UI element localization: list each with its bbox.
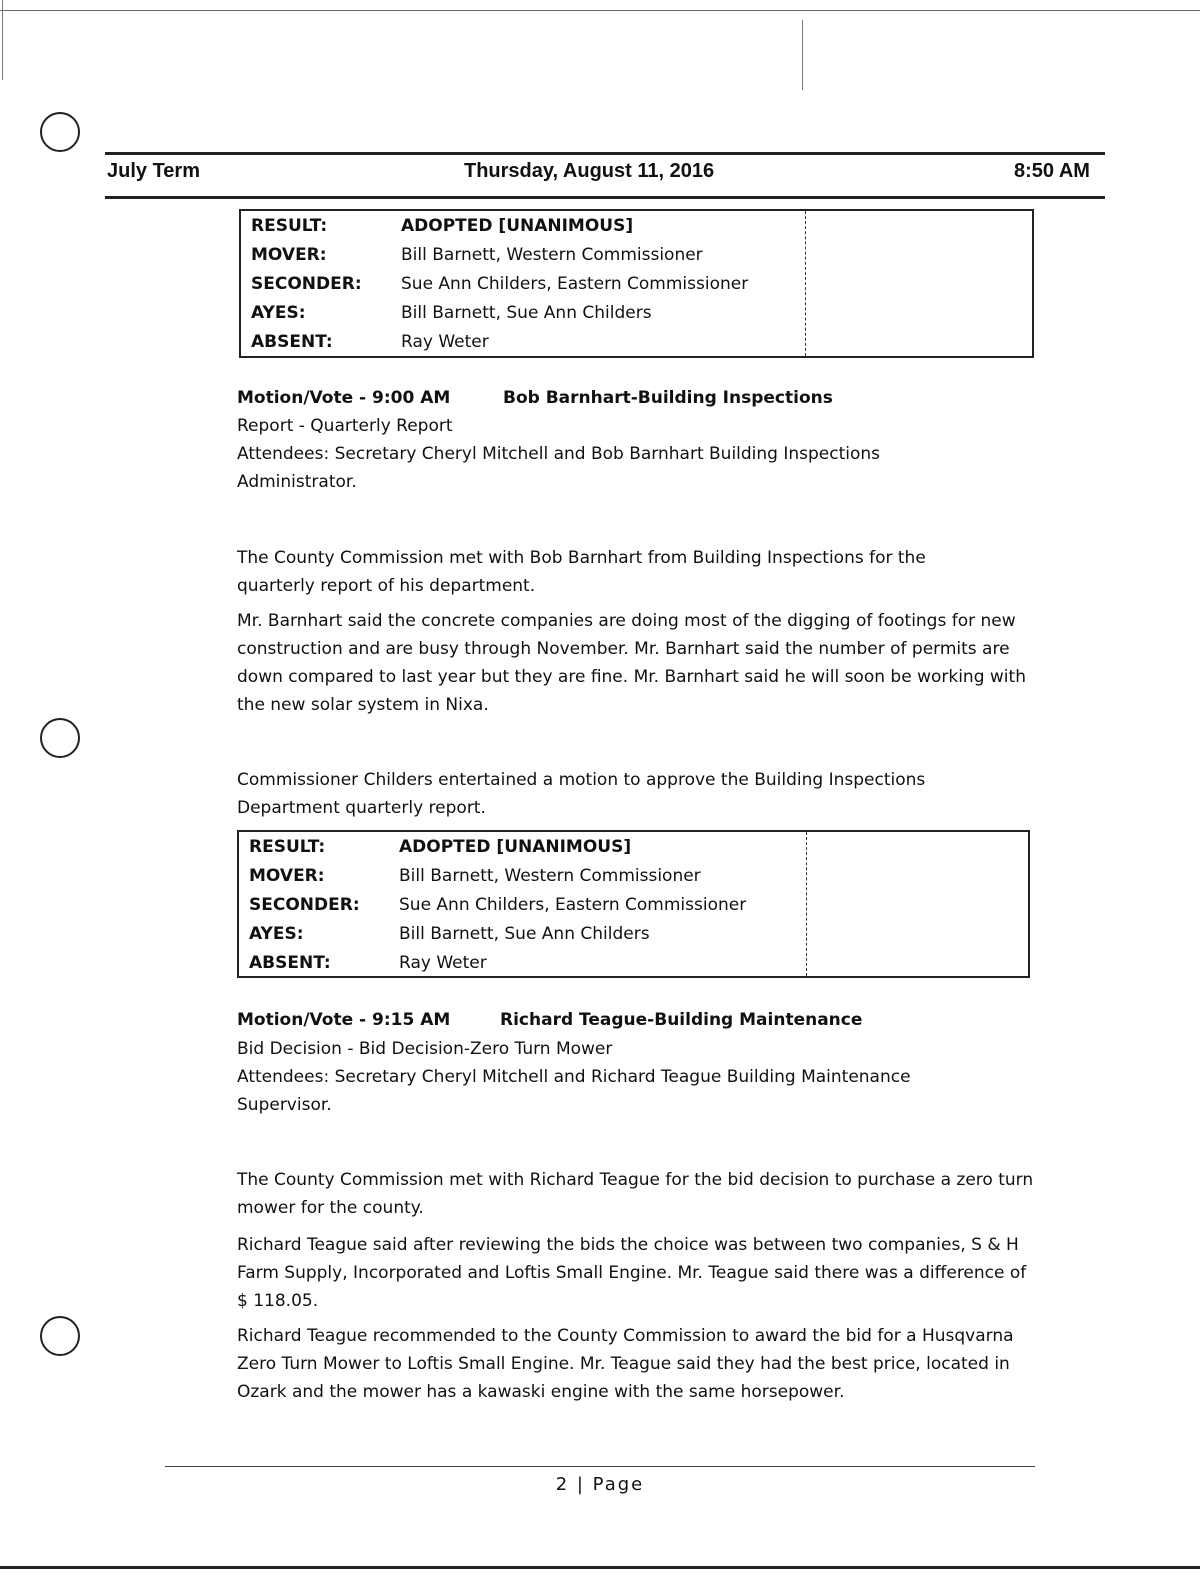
vote-label: MOVER: bbox=[251, 245, 327, 265]
section-1-attendees: Attendees: Secretary Cheryl Mitchell and Bob Barnhart Building Inspections Administrator. bbox=[237, 444, 881, 492]
vote-value: ADOPTED [UNANIMOUS] bbox=[401, 216, 634, 236]
header-time: 8:50 AM bbox=[1014, 160, 1090, 182]
punch-hole-bottom bbox=[40, 1316, 80, 1356]
vote-label: ABSENT: bbox=[251, 332, 333, 352]
section-1-paragraph-3: Commissioner Childers entertained a motion to approve the Building Inspections Department quarterly report. bbox=[237, 770, 926, 818]
vote-value: Sue Ann Childers, Eastern Commissioner bbox=[399, 895, 747, 915]
vote-table-2 bbox=[237, 830, 1030, 978]
scan-left-edge bbox=[2, 0, 3, 80]
vote-value: Sue Ann Childers, Eastern Commissioner bbox=[401, 274, 749, 294]
section-1-title: Bob Barnhart-Building Inspections bbox=[503, 388, 833, 408]
vote-value: Bill Barnett, Western Commissioner bbox=[401, 245, 703, 265]
scan-bottom-edge bbox=[0, 1566, 1200, 1569]
punch-hole-top bbox=[40, 112, 80, 152]
header-top-rule bbox=[105, 152, 1105, 155]
section-1-report: Report - Quarterly Report bbox=[237, 416, 453, 436]
header-bottom-rule bbox=[105, 196, 1105, 199]
section-2-paragraph-2: Richard Teague said after reviewing the bids the choice was between two companies, S & H Farm Supply, Incorporated and Loftis Small Engine. Mr. Teague said there was a difference of $ 118.05. bbox=[237, 1235, 1027, 1311]
section-2-report: Bid Decision - Bid Decision-Zero Turn Mower bbox=[237, 1039, 613, 1059]
vote-table-divider bbox=[805, 211, 806, 356]
section-2-attendees: Attendees: Secretary Cheryl Mitchell and Richard Teague Building Maintenance Supervisor. bbox=[237, 1067, 911, 1115]
section-2-paragraph-3: Richard Teague recommended to the County Commission to award the bid for a Husqvarna Zero Turn Mower to Loftis Small Engine. Mr. Teague said they had the best price, located in Ozark and the mower has a kawaski engine with the same horsepower. bbox=[237, 1326, 1014, 1402]
vote-label: AYES: bbox=[249, 924, 304, 944]
vote-label: RESULT: bbox=[249, 837, 326, 857]
scan-mark bbox=[802, 20, 803, 90]
vote-label: SECONDER: bbox=[249, 895, 360, 915]
punch-hole-middle bbox=[40, 718, 80, 758]
vote-label: RESULT: bbox=[251, 216, 328, 236]
vote-value: Ray Weter bbox=[399, 953, 487, 973]
section-2-heading: Motion/Vote - 9:15 AM bbox=[237, 1010, 451, 1030]
vote-value: Ray Weter bbox=[401, 332, 489, 352]
header-term: July Term bbox=[107, 160, 200, 182]
vote-table-divider bbox=[806, 832, 807, 976]
section-2-title: Richard Teague-Building Maintenance bbox=[500, 1010, 863, 1030]
header-date: Thursday, August 11, 2016 bbox=[464, 160, 715, 182]
vote-label: MOVER: bbox=[249, 866, 325, 886]
vote-value: Bill Barnett, Western Commissioner bbox=[399, 866, 701, 886]
section-1-paragraph-1: The County Commission met with Bob Barnhart from Building Inspections for the quarterly report of his department. bbox=[237, 548, 926, 596]
vote-value: Bill Barnett, Sue Ann Childers bbox=[401, 303, 652, 323]
vote-label: ABSENT: bbox=[249, 953, 331, 973]
vote-label: SECONDER: bbox=[251, 274, 362, 294]
section-2-paragraph-1: The County Commission met with Richard Teague for the bid decision to purchase a zero turn mower for the county. bbox=[237, 1170, 1034, 1218]
footer-rule bbox=[165, 1466, 1035, 1467]
vote-value: Bill Barnett, Sue Ann Childers bbox=[399, 924, 650, 944]
page-number: 2 | Page bbox=[555, 1474, 645, 1495]
vote-label: AYES: bbox=[251, 303, 306, 323]
vote-value: ADOPTED [UNANIMOUS] bbox=[399, 837, 632, 857]
scan-top-edge bbox=[0, 10, 1200, 11]
section-1-paragraph-2: Mr. Barnhart said the concrete companies are doing most of the digging of footings for new construction and are busy through November. Mr. Barnhart said the number of permits are down compared to last year but they are fine. Mr. Barnhart said he will soon be working with the new solar system in Nixa. bbox=[237, 611, 1026, 715]
vote-table-1 bbox=[239, 209, 1034, 358]
section-1-heading: Motion/Vote - 9:00 AM bbox=[237, 388, 451, 408]
